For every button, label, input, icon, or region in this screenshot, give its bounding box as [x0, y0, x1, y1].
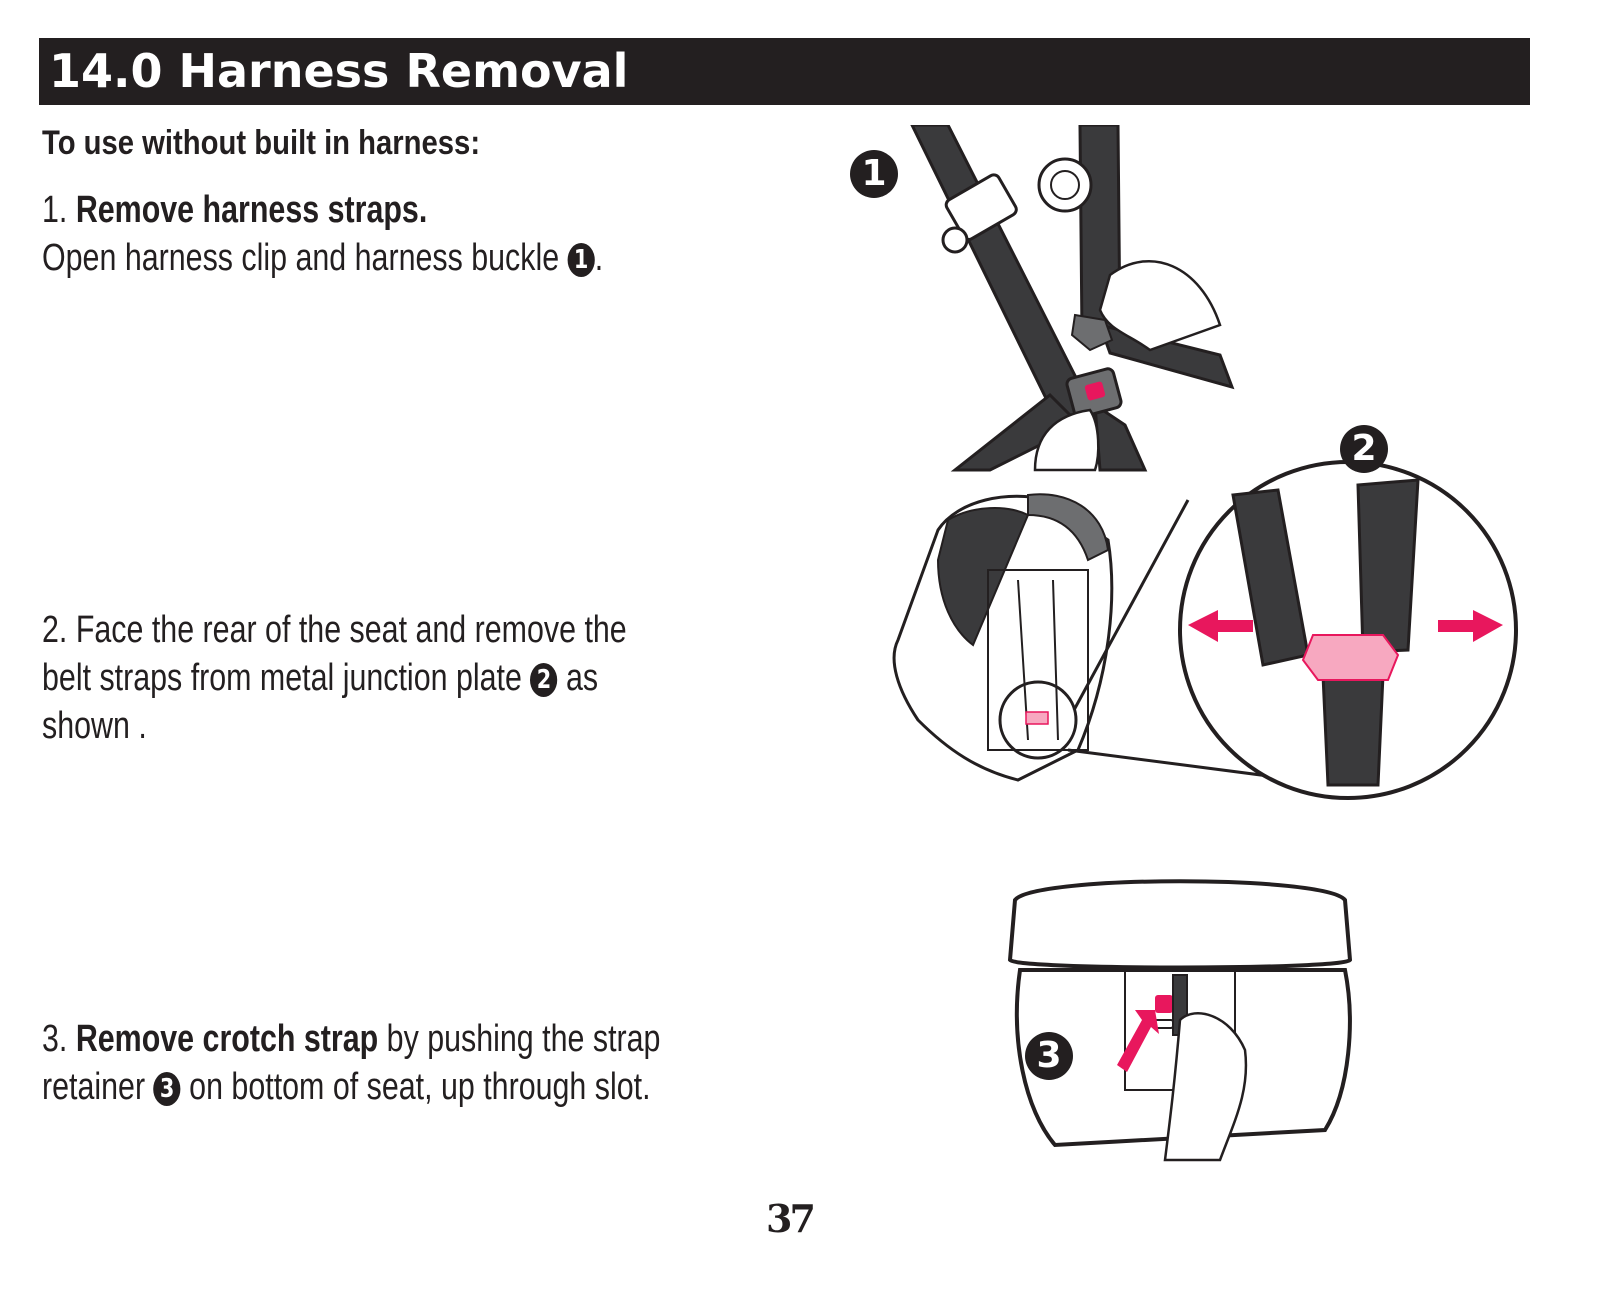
figure-2 [878, 420, 1558, 810]
step-2-text-2: belt straps from metal junction plate [42, 657, 522, 699]
step-3-number: 3. [42, 1018, 68, 1060]
figure-1-badge-icon: 1 [850, 150, 898, 198]
step-1 [42, 186, 603, 282]
step-1-text: Open harness clip and harness buckle [42, 237, 560, 279]
step-2-line-2 [42, 654, 627, 702]
step-1-title: Remove harness straps. [75, 189, 428, 231]
figure-3 [995, 860, 1375, 1165]
step-2-line-3: shown . [42, 705, 147, 747]
step-2-text-1: Face the rear of the seat and remove the [75, 609, 627, 651]
step-2 [42, 606, 627, 750]
step-3 [42, 1015, 660, 1111]
step-3-line-1 [42, 1015, 660, 1063]
figure-3-badge-icon: 3 [1025, 1032, 1073, 1080]
step-2-ref-icon: 2 [530, 663, 557, 697]
step-1-number: 1. [42, 189, 68, 231]
junction-plate-illustration [878, 420, 1558, 810]
step-3-line-2 [42, 1063, 660, 1111]
section-title: 14.0 Harness Removal [39, 38, 1530, 105]
step-3-text-2: retainer [42, 1066, 146, 1108]
step-3-title: Remove crotch strap [75, 1018, 379, 1060]
step-3-text-3: on bottom of seat, up through slot. [189, 1066, 651, 1108]
step-2-number: 2. [42, 609, 68, 651]
figure-2-badge-icon: 2 [1340, 425, 1388, 473]
step-3-text-1: by pushing the strap [386, 1018, 661, 1060]
step-3-ref-icon: 3 [154, 1072, 181, 1106]
step-1-ref-icon: 1 [568, 243, 595, 277]
subheading: To use without built in harness: [42, 124, 481, 162]
step-1-text-end: . [594, 237, 604, 279]
crotch-strap-retainer-illustration [995, 860, 1375, 1165]
step-2-line-1 [42, 606, 627, 654]
step-1-heading [42, 186, 603, 234]
step-1-body [42, 234, 603, 282]
step-2-text-3: as [565, 657, 599, 699]
page-number: 37 [766, 1196, 813, 1241]
